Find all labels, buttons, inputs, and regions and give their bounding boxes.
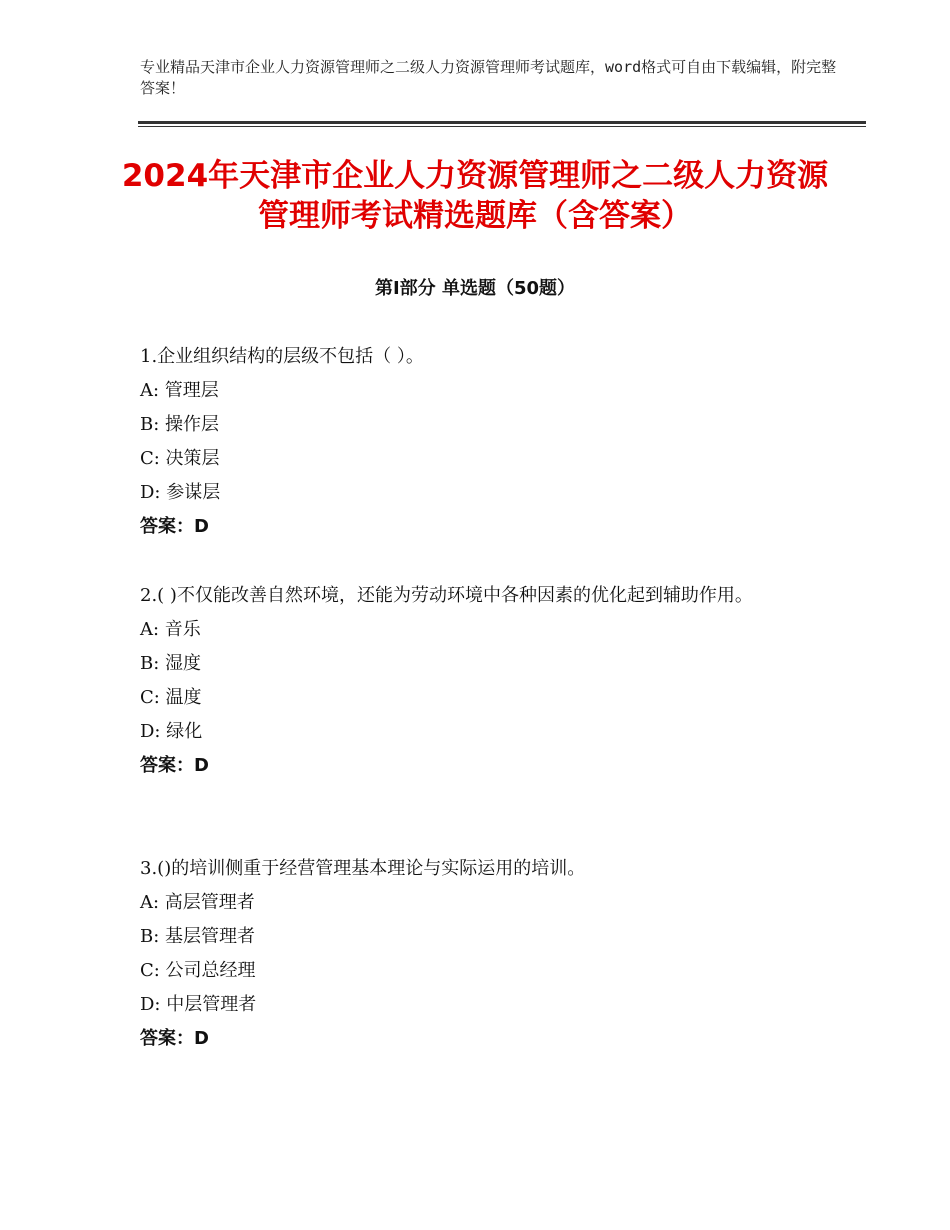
question-stem: 2.( )不仅能改善自然环境，还能为劳动环境中各种因素的优化起到辅助作用。 [140,585,753,606]
header-rule-thick [138,121,866,124]
question-stem: 3.()的培训侧重于经营管理基本理论与实际运用的培训。 [140,858,586,879]
option-b: B: 操作层 [140,414,220,435]
question-3 [140,852,820,1056]
document-title: 2024年天津市企业人力资源管理师之二级人力资源管理师考试精选题库（含答案） [121,158,829,234]
question-2 [140,579,820,783]
option-b: B: 湿度 [140,653,202,674]
option-b: B: 基层管理者 [140,926,256,947]
option-c: C: 决策层 [140,448,220,469]
answer: 答案：D [140,1028,209,1049]
option-a: A: 管理层 [140,380,219,401]
option-d: D: 中层管理者 [140,994,257,1015]
option-a: A: 音乐 [140,619,201,640]
question-stem: 1.企业组织结构的层级不包括（ ）。 [140,346,424,367]
answer: 答案：D [140,516,209,537]
question-1 [140,340,820,544]
header-rule-thin [138,126,866,127]
option-c: C: 温度 [140,687,202,708]
section-title: 第Ⅰ部分 单选题（50题） [374,278,575,299]
option-a: A: 高层管理者 [140,892,255,913]
answer: 答案：D [140,755,209,776]
header-note: 专业精品天津市企业人力资源管理师之二级人力资源管理师考试题库，word格式可自由下载编辑，附完整答案！ [140,58,837,97]
option-d: D: 绿化 [140,721,203,742]
option-d: D: 参谋层 [140,482,221,503]
option-c: C: 公司总经理 [140,960,256,981]
